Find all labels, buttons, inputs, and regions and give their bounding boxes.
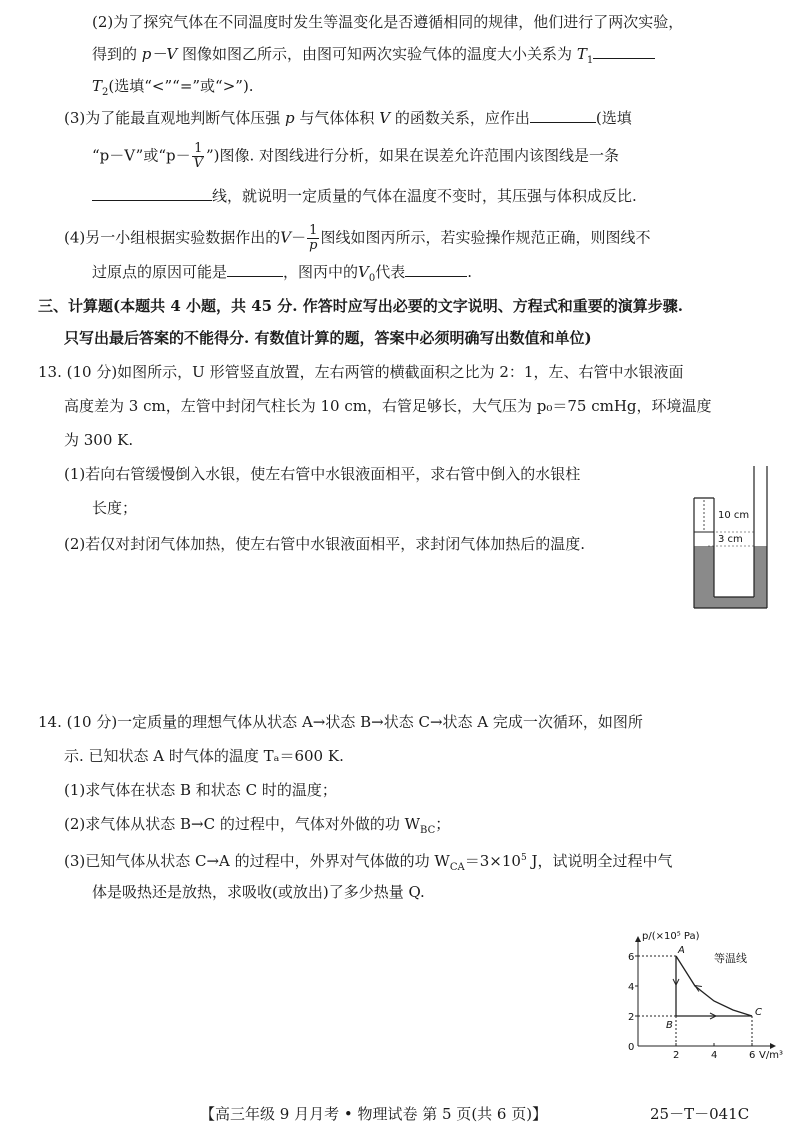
q12-part3-text-d: (选填 — [595, 109, 632, 127]
fraction-1-over-p: $\frac{1}{p}$ — [309, 223, 318, 253]
y-tick-label: 6 — [628, 952, 635, 963]
q13-line1: 13. (10 分)如图所示，U 形管竖直放置，左右两管的横截面积之比为 2：1，左、右管中水银液面 — [38, 363, 684, 381]
q14-sub3-line2: 体是吸热还是放热，求吸收(或放出)了多少热量 Q. — [92, 883, 425, 901]
q12-pv-symbol: p－V — [141, 45, 178, 63]
y-tick-label: 2 — [628, 1012, 635, 1023]
q12-part2-line3: $T_2$(选填“<”“=”或“>”). — [92, 77, 254, 98]
q12-part3-line3 — [92, 186, 637, 206]
q12-part2-text-b: 图像如图乙所示，由图可知两次实验气体的温度大小关系为 — [182, 45, 573, 63]
q12-part4-line2: 过原点的原因可能是 ，图丙中的$V_0$代表 . — [92, 263, 473, 284]
point-c-label: C — [755, 1007, 762, 1018]
q12-part2-hint: (选填“<”“=”或“>”). — [108, 77, 254, 95]
q12-part4-text-d: ，图丙中的 — [283, 263, 359, 281]
q14-sub3-text-b: ＝3×10 — [464, 852, 521, 870]
q12-part2-line1: (2)为了探究气体在不同温度时发生等温变化是否遵循相同的规律，他们进行了两次实验， — [92, 13, 684, 31]
section3-heading-line2: 只写出最后答案的不能得分. 有数值计算的题，答案中必须明确写出数值和单位) — [64, 329, 592, 347]
answer-blank[interactable] — [92, 186, 212, 201]
q12-part2-line2: 得到的 p－V 图像如图乙所示，由图可知两次实验气体的温度大小关系为 $T_1$ — [92, 44, 655, 71]
q14-sub2-text: (2)求气体从状态 B→C 的过程中，气体对外做的功 W — [64, 815, 421, 833]
point-b-label: B — [666, 1020, 673, 1031]
q12-part3-text-a: (3)为了能最直观地判断气体压强 — [64, 109, 281, 127]
x-tick-label: 2 — [673, 1050, 680, 1060]
u-tube-diagram — [688, 462, 778, 612]
q12-part2-text-a: 得到的 — [92, 45, 138, 63]
q12-part3-text-g: 线，就说明一定质量的气体在温度不变时，其压强与体积成反比. — [212, 187, 637, 205]
point-a-label: A — [678, 945, 685, 956]
q14-sub3-text-a: (3)已知气体从状态 C→A 的过程中，外界对气体做的功 W — [64, 852, 450, 870]
q12-part3-text-e: “p－V”或“p－ — [92, 146, 191, 165]
isotherm-label: 等温线 — [714, 952, 747, 965]
q12-part4-text-b: 图线如图丙所示，若实验操作规范正确，则图线不 — [320, 228, 651, 247]
answer-blank[interactable] — [405, 262, 467, 277]
q13-sub1-line2: 长度； — [92, 499, 138, 517]
footer-title: 【高三年级 9 月月考 • 物理试卷 第 5 页(共 6 页)】 — [200, 1105, 548, 1123]
q13-line2: 高度差为 3 cm，左管中封闭气柱长为 10 cm，右管足够长，大气压为 p₀＝75 cmHg，环境温度 — [64, 397, 712, 415]
q14-line1: 14. (10 分)一定质量的理想气体从状态 A→状态 B→状态 C→状态 A 完成一次循环，如图所 — [38, 713, 643, 731]
q13-sub2: (2)若仅对封闭气体加热，使左右管中水银液面相平，求封闭气体加热后的温度. — [64, 535, 586, 553]
section3-heading-line1: 三、计算题(本题共 4 小题，共 45 分. 作答时应写出必要的文字说明、方程式和重要的演算步骤. — [38, 297, 683, 315]
mercury-fill — [694, 546, 767, 608]
answer-blank[interactable] — [593, 44, 655, 59]
q14-line2: 示. 已知状态 A 时气体的温度 Tₐ＝600 K. — [64, 747, 344, 765]
q12-part3-text-c: 的函数关系，应作出 — [394, 109, 530, 127]
q12-part3-text-b: 与气体体积 — [299, 109, 375, 127]
isotherm-curve — [676, 956, 752, 1016]
x-axis-label: V/m³ — [759, 1050, 783, 1060]
q13-sub1-line1: (1)若向右管缓慢倒入水银，使左右管中水银液面相平，求右管中倒入的水银柱 — [64, 465, 581, 483]
q14-sub2-end: ； — [435, 815, 451, 833]
exponent: 5 — [520, 853, 527, 863]
x-tick-label: 4 — [711, 1050, 718, 1060]
x-tick-label: 6 — [749, 1050, 756, 1060]
gas-length-label: 10 cm — [718, 510, 750, 521]
q14-sub3-line1 — [64, 848, 672, 878]
q12-part3-line2 — [92, 142, 619, 171]
footer-code: 25－T－041C — [650, 1105, 750, 1123]
pv-chart — [586, 910, 786, 1060]
q12-part4-text-a: (4)另一小组根据实验数据作出的 — [64, 228, 281, 247]
q12-part4-line1: (4)另一小组根据实验数据作出的V－ $\frac{1}{p}$ 图线如图丙所示，若实验操作规范正确，则图线不 — [64, 223, 651, 253]
q14-sub1: (1)求气体在状态 B 和状态 C 时的温度； — [64, 781, 337, 799]
q12-part3-line1: (3)为了能最直观地判断气体压强 p 与气体体积 V 的函数关系，应作出 (选填 — [64, 109, 632, 127]
y-tick-label: 0 — [628, 1042, 635, 1053]
q14-sub2 — [64, 814, 450, 841]
q12-part3-text-f: ”)图像. 对图线进行分析，如果在误差允许范围内该图线是一条 — [205, 146, 620, 165]
q13-line3: 为 300 K. — [64, 431, 134, 449]
fraction-1-over-V: $\frac{1}{V}$ — [193, 141, 203, 171]
q12-part4-text-c: 过原点的原因可能是 — [92, 263, 228, 281]
q12-part4-text-f: . — [467, 263, 473, 281]
wbc-subscript: BC — [420, 825, 436, 836]
q14-sub3-text-c: J，试说明全过程中气 — [526, 852, 673, 870]
y-axis-label: p/(×10⁵ Pa) — [642, 931, 700, 942]
y-tick-label: 4 — [628, 982, 635, 993]
q12-part4-text-e: 代表 — [375, 263, 406, 281]
answer-blank[interactable] — [530, 108, 596, 123]
answer-blank[interactable] — [227, 262, 283, 277]
height-diff-label: 3 cm — [718, 534, 743, 545]
wca-subscript: CA — [449, 862, 465, 873]
